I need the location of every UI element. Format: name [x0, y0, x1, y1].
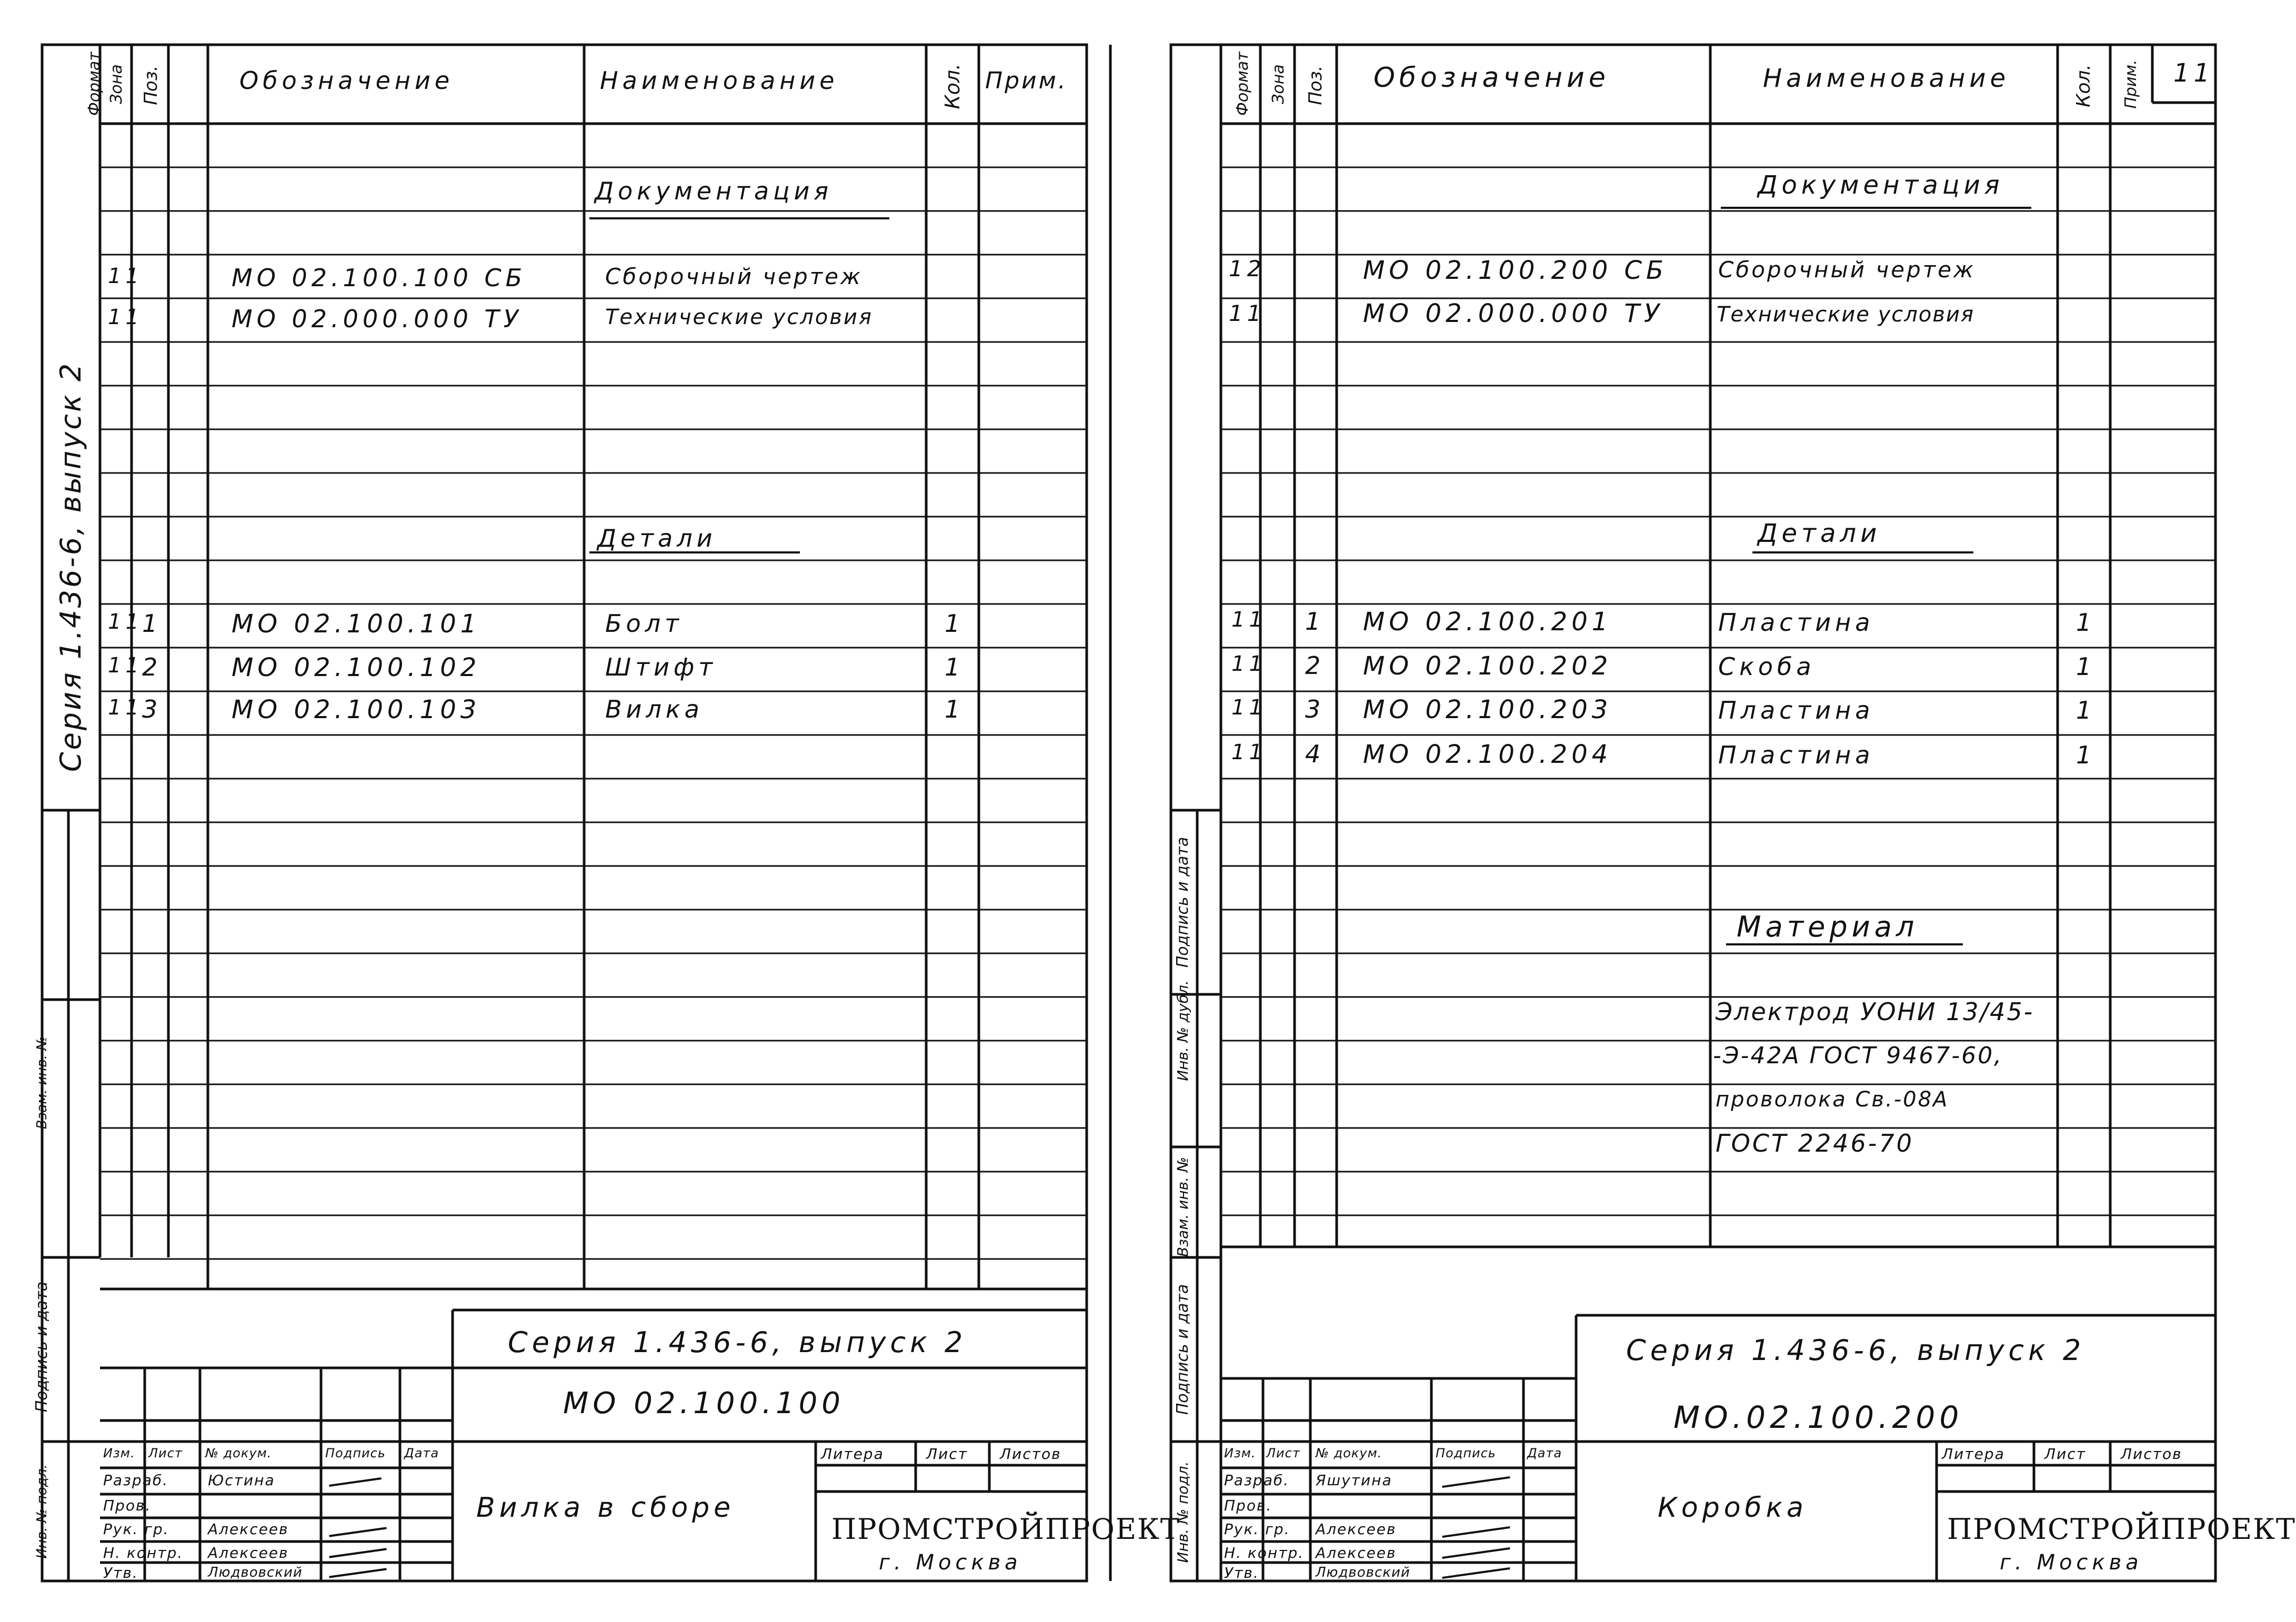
left-header-zone: Зона — [107, 64, 126, 104]
material-line: -Э-42А ГОСТ 9467-60, — [1713, 1042, 2003, 1069]
right-section-material: Материал — [1737, 910, 1919, 943]
designation-cell: МО 02.100.201 — [1363, 607, 1612, 637]
name-cell: Вилка — [605, 695, 704, 723]
left-side-series: Серия 1.436-6, выпуск 2 — [54, 361, 87, 772]
right-side-label: Подпись и дата — [1174, 1284, 1192, 1415]
right-stamp-litera: Литера — [1942, 1445, 2005, 1463]
material-line: ГОСТ 2246-70 — [1716, 1129, 1914, 1157]
pos-cell: 4 — [1305, 740, 1325, 768]
format-cell: 11 — [1231, 652, 1267, 676]
left-stamp-sheets: Листов — [1000, 1445, 1061, 1463]
right-stamp-col-izm: Изм. — [1224, 1446, 1256, 1460]
left-header-designation: Обозначение — [239, 66, 454, 95]
format-cell: 11 — [108, 610, 143, 634]
left-stamp-col-doc: № докум. — [205, 1446, 272, 1460]
right-stamp-org: ПРОМСТРОЙПРОЕКТ — [1947, 1513, 2296, 1546]
right-stamp-name: Яшутина — [1316, 1472, 1392, 1489]
qty-cell: 1 — [2076, 652, 2096, 681]
qty-cell: 1 — [2076, 608, 2096, 637]
right-section-docs: Документация — [1758, 170, 2004, 200]
right-header-zone: Зона — [1269, 64, 1288, 104]
designation-cell: МО 02.100.202 — [1363, 651, 1612, 681]
designation-cell: МО 02.100.103 — [232, 695, 481, 724]
left-header-pos: Поз. — [141, 65, 162, 105]
right-section-parts: Детали — [1758, 519, 1881, 548]
designation-cell: МО 02.000.000 ТУ — [1363, 299, 1664, 328]
material-line: Электрод УОНИ 13/45- — [1716, 998, 2034, 1026]
left-stamp-col-list: Лист — [148, 1446, 183, 1460]
right-side-label: Подпись и дата — [1174, 837, 1192, 968]
right-header-note: Прим. — [2122, 59, 2140, 109]
left-stamp-name: Алексеев — [208, 1544, 289, 1561]
right-stamp-col-date: Дата — [1527, 1446, 1562, 1460]
designation-cell: МО 02.100.204 — [1363, 740, 1612, 769]
left-stamp-role: Пров. — [103, 1497, 152, 1514]
material-line: проволока Св.-08А — [1716, 1087, 1949, 1112]
left-stamp-col-izm: Изм. — [103, 1446, 135, 1460]
right-stamp-sheets: Листов — [2121, 1445, 2182, 1463]
left-header-format: Формат — [85, 52, 104, 116]
left-stamp-role: Утв. — [103, 1564, 138, 1581]
left-stamp-sheet: Лист — [926, 1445, 968, 1463]
right-stamp-name: Людвовский — [1316, 1565, 1410, 1580]
qty-cell: 1 — [2076, 696, 2096, 724]
name-cell: Технические условия — [605, 305, 873, 329]
pos-cell: 2 — [1305, 651, 1325, 680]
left-section-docs: Документация — [595, 177, 833, 205]
pos-cell: 2 — [142, 653, 162, 681]
left-side-label: Инв. № подл. — [34, 1464, 50, 1559]
right-header-qty: Кол. — [2073, 64, 2094, 108]
left-stamp-name: Алексеев — [208, 1520, 289, 1538]
right-stamp-role: Утв. — [1224, 1564, 1259, 1581]
designation-cell: МО 02.100.102 — [232, 653, 481, 682]
left-stamp-role: Н. контр. — [103, 1544, 184, 1561]
pos-cell: 1 — [1305, 607, 1325, 636]
right-stamp-role: Рук. гр. — [1224, 1520, 1290, 1538]
right-side-label: Инв. № дубл. — [1174, 980, 1191, 1081]
left-stamp-name: Людвовский — [208, 1565, 303, 1580]
designation-cell: МО 02.100.203 — [1363, 695, 1612, 724]
right-stamp-role: Разраб. — [1224, 1472, 1290, 1489]
name-cell: Скоба — [1718, 652, 1816, 681]
name-cell: Болт — [605, 609, 683, 638]
left-side-label: Взам. инв. № — [34, 1036, 50, 1130]
designation-cell: МО 02.100.100 СБ — [232, 264, 527, 292]
pos-cell: 3 — [1305, 695, 1325, 723]
right-sheet-number: 11 — [2173, 58, 2214, 88]
name-cell: Сборочный чертеж — [1718, 257, 1976, 283]
right-stamp-title: Коробка — [1658, 1492, 1808, 1524]
right-side-label: Взам. инв. № — [1174, 1156, 1191, 1257]
right-header-name: Наименование — [1763, 64, 2010, 93]
format-cell: 11 — [108, 653, 143, 678]
left-header-note: Прим. — [985, 67, 1068, 94]
right-stamp-col-sign: Подпись — [1436, 1446, 1496, 1460]
right-header-format: Формат — [1234, 52, 1252, 116]
right-stamp-col-doc: № докум. — [1316, 1446, 1382, 1460]
right-stamp-col-list: Лист — [1266, 1446, 1300, 1460]
qty-cell: 1 — [2076, 741, 2096, 769]
format-cell: 11 — [108, 696, 143, 720]
left-stamp-col-sign: Подпись — [325, 1446, 386, 1460]
format-cell: 11 — [108, 305, 143, 329]
right-header-pos: Поз. — [1305, 65, 1326, 105]
right-stamp-role: Н. контр. — [1224, 1544, 1305, 1561]
format-cell: 11 — [108, 264, 143, 288]
left-side-label: Подпись и дата — [33, 1281, 51, 1413]
name-cell: Пластина — [1718, 696, 1874, 724]
right-stamp-name: Алексеев — [1316, 1544, 1397, 1561]
left-stamp-series: Серия 1.436-6, выпуск 2 — [508, 1326, 967, 1359]
qty-cell: 1 — [945, 695, 965, 723]
name-cell: Пластина — [1718, 741, 1874, 769]
left-stamp-col-date: Дата — [404, 1446, 439, 1460]
left-stamp-role: Разраб. — [103, 1472, 169, 1489]
pos-cell: 1 — [142, 609, 162, 638]
right-stamp-sheet: Лист — [2044, 1445, 2086, 1463]
format-cell: 11 — [1231, 696, 1267, 720]
format-cell: 11 — [1231, 740, 1267, 764]
left-stamp-litera: Литера — [821, 1445, 884, 1463]
qty-cell: 1 — [945, 609, 965, 638]
right-stamp-code: МО.02.100.200 — [1673, 1399, 1963, 1435]
name-cell: Сборочный чертеж — [605, 264, 863, 289]
designation-cell: МО 02.100.101 — [232, 609, 481, 639]
left-stamp-org: ПРОМСТРОЙПРОЕКТ — [831, 1513, 1180, 1546]
name-cell: Пластина — [1718, 608, 1874, 637]
left-stamp-code: МО 02.100.100 — [563, 1386, 845, 1420]
left-header-qty: Кол. — [941, 63, 964, 109]
right-stamp-city: г. Москва — [2000, 1550, 2143, 1575]
right-stamp-name: Алексеев — [1316, 1520, 1397, 1538]
left-header-name: Наименование — [600, 66, 839, 95]
left-stamp-title: Вилка в сборе — [476, 1492, 735, 1524]
name-cell: Штифт — [605, 653, 717, 681]
right-header-designation: Обозначение — [1373, 62, 1610, 94]
left-stamp-role: Рук. гр. — [103, 1520, 169, 1538]
right-stamp-role: Пров. — [1224, 1497, 1272, 1514]
qty-cell: 1 — [945, 653, 965, 681]
left-stamp-city: г. Москва — [879, 1550, 1022, 1575]
right-stamp-series: Серия 1.436-6, выпуск 2 — [1626, 1334, 2086, 1367]
left-section-parts: Детали — [597, 524, 717, 552]
format-cell: 12 — [1229, 256, 1266, 281]
designation-cell: МО 02.000.000 ТУ — [232, 305, 523, 333]
pos-cell: 3 — [142, 695, 162, 723]
designation-cell: МО 02.100.200 СБ — [1363, 256, 1668, 285]
format-cell: 11 — [1231, 608, 1267, 632]
name-cell: Технические условия — [1717, 303, 1974, 327]
left-stamp-name: Юстина — [208, 1472, 275, 1489]
right-side-label: Инв. № подл. — [1174, 1461, 1191, 1563]
format-cell: 11 — [1229, 300, 1266, 326]
